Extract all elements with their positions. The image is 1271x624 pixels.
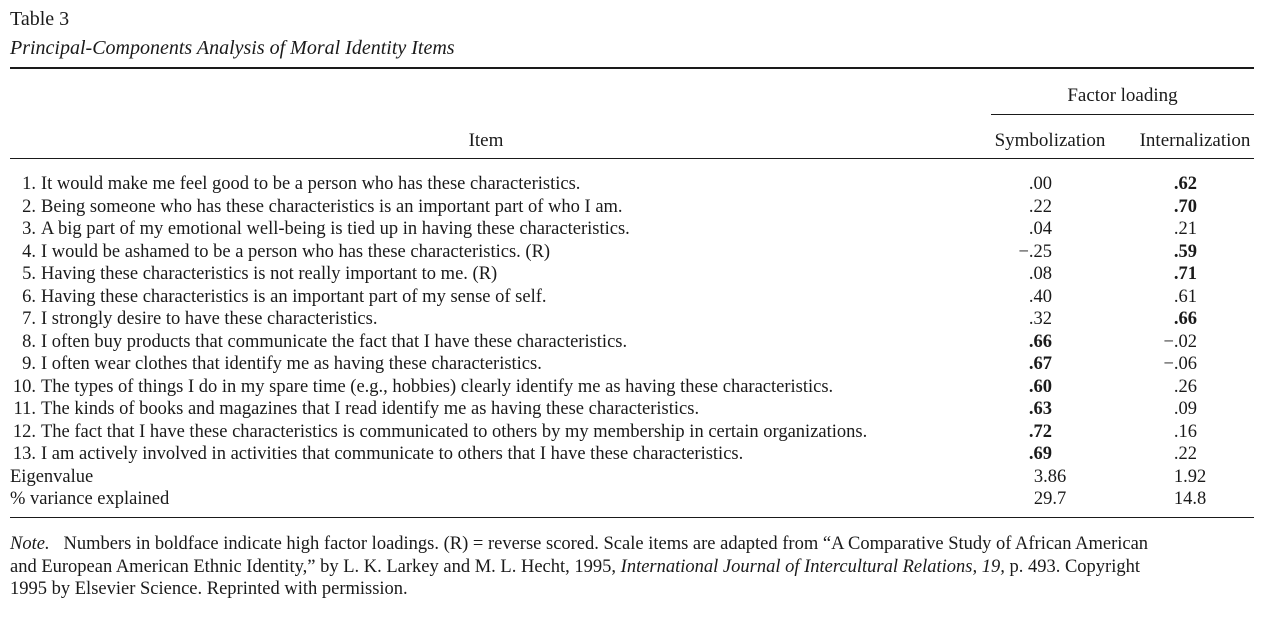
item-number: 3. [22, 219, 36, 239]
symbolization-summary: 3.86 [1033, 466, 1067, 487]
internalization-loading: .21 [1173, 219, 1197, 239]
item-number: 4. [22, 241, 36, 262]
table-note [10, 533, 1254, 601]
internalization-loading: .59 [1173, 241, 1197, 262]
symbolization-loading: −.25 [1018, 241, 1052, 262]
item-number: 11. [13, 399, 36, 419]
internalization-loading: .26 [1173, 376, 1197, 397]
table-row [10, 376, 1254, 399]
item-text: Having these characteristics is not really important to me. (R) [41, 264, 498, 284]
symbolization-loading: .40 [1028, 286, 1052, 307]
item-text: A big part of my emotional well-being is tied up in having these characteristics. [41, 219, 630, 239]
note-line-3: 1995 by Elsevier Science. Reprinted with permission. [10, 579, 408, 599]
internalization-loading: .71 [1173, 264, 1197, 284]
spanner-rule [991, 114, 1254, 115]
table-row [10, 218, 1254, 241]
table-title: Principal-Components Analysis of Moral Identity Items [10, 37, 455, 59]
internalization-summary: 1.92 [1173, 466, 1207, 487]
table-row [10, 263, 1254, 286]
summary-row [10, 488, 1254, 511]
item-number: 10. [12, 376, 36, 397]
table-row [10, 196, 1254, 219]
table-row [10, 241, 1254, 264]
note-text-2b: p. 493. Copyright [1009, 556, 1140, 577]
symbolization-loading: .63 [1028, 399, 1052, 419]
table-row [10, 443, 1254, 466]
internalization-loading: −.02 [1163, 331, 1197, 352]
item-number: 5. [22, 264, 36, 284]
note-journal: International Journal of Intercultural Relations, 19, [620, 556, 1005, 577]
symbolization-loading: .00 [1028, 174, 1052, 194]
item-number: 8. [22, 331, 36, 352]
summary-row [10, 466, 1254, 489]
internalization-loading: .66 [1173, 309, 1197, 329]
internalization-loading: .16 [1173, 421, 1197, 442]
table-row [10, 331, 1254, 354]
internalization-loading: .70 [1173, 196, 1197, 217]
item-number: 13. [12, 444, 36, 464]
item-text: I am actively involved in activities that communicate to others that I have these characteristics. [41, 444, 744, 464]
note-line-2 [10, 556, 1254, 579]
internalization-loading: −.06 [1163, 354, 1197, 374]
symbolization-loading: .69 [1028, 444, 1052, 464]
item-text: It would make me feel good to be a person who has these characteristics. [41, 174, 581, 194]
note-text-2a: and European American Ethnic Identity,” by L. K. Larkey and M. L. Hecht, 1995, [10, 556, 617, 577]
internalization-loading: .61 [1173, 286, 1197, 307]
item-text: Being someone who has these characteristics is an important part of who I am. [41, 196, 623, 217]
symbolization-loading: .72 [1028, 421, 1052, 442]
table-row [10, 173, 1254, 196]
factor-loading-spanner: Factor loading [1067, 85, 1178, 106]
symbolization-loading: .60 [1028, 376, 1052, 397]
symbolization-loading: .08 [1028, 264, 1052, 284]
table-row [10, 308, 1254, 331]
item-number: 12. [12, 421, 36, 442]
item-text: The fact that I have these characteristics is communicated to others by my membership in certain organizations. [41, 421, 868, 442]
table-row [10, 286, 1254, 309]
note-label: Note. [10, 534, 50, 554]
item-number: 2. [22, 196, 36, 217]
symbolization-loading: .67 [1028, 354, 1052, 374]
item-text: I often wear clothes that identify me as having these characteristics. [41, 354, 542, 374]
column-header-internalization: Internalization [1139, 130, 1251, 151]
item-text: The types of things I do in my spare time (e.g., hobbies) clearly identify me as having these characteristics. [41, 376, 834, 397]
header-rule [10, 158, 1254, 159]
summary-label: Eigenvalue [10, 466, 94, 487]
column-header-symbolization: Symbolization [994, 130, 1106, 151]
symbolization-loading: .32 [1028, 309, 1052, 329]
table-row [10, 353, 1254, 376]
item-number: 1. [22, 174, 36, 194]
item-number: 6. [22, 286, 36, 307]
table-row [10, 398, 1254, 421]
top-rule [10, 67, 1254, 69]
item-text: I often buy products that communicate the fact that I have these characteristics. [41, 331, 628, 352]
table-row [10, 421, 1254, 444]
column-header-item: Item [468, 130, 504, 151]
table-label: Table 3 [10, 8, 70, 30]
symbolization-summary: 29.7 [1033, 489, 1067, 509]
table-body [10, 173, 1254, 511]
item-number: 7. [22, 309, 36, 329]
internalization-loading: .22 [1173, 444, 1197, 464]
symbolization-loading: .66 [1028, 331, 1052, 352]
item-number: 9. [22, 354, 36, 374]
internalization-loading: .62 [1173, 174, 1197, 194]
note-text-1: Numbers in boldface indicate high factor loadings. (R) = reverse scored. Scale items are adapted from “A Comparative Study of African American [63, 534, 1149, 554]
item-text: The kinds of books and magazines that I read identify me as having these characteristics. [41, 399, 700, 419]
internalization-summary: 14.8 [1173, 489, 1207, 509]
item-text: I would be ashamed to be a person who has these characteristics. (R) [41, 241, 551, 262]
item-text: I strongly desire to have these characteristics. [41, 309, 378, 329]
bottom-rule [10, 517, 1254, 518]
item-text: Having these characteristics is an important part of my sense of self. [41, 286, 547, 307]
internalization-loading: .09 [1173, 399, 1197, 419]
note-line-1 [10, 533, 1254, 556]
symbolization-loading: .04 [1028, 219, 1052, 239]
summary-label: % variance explained [10, 489, 170, 509]
symbolization-loading: .22 [1028, 196, 1052, 217]
